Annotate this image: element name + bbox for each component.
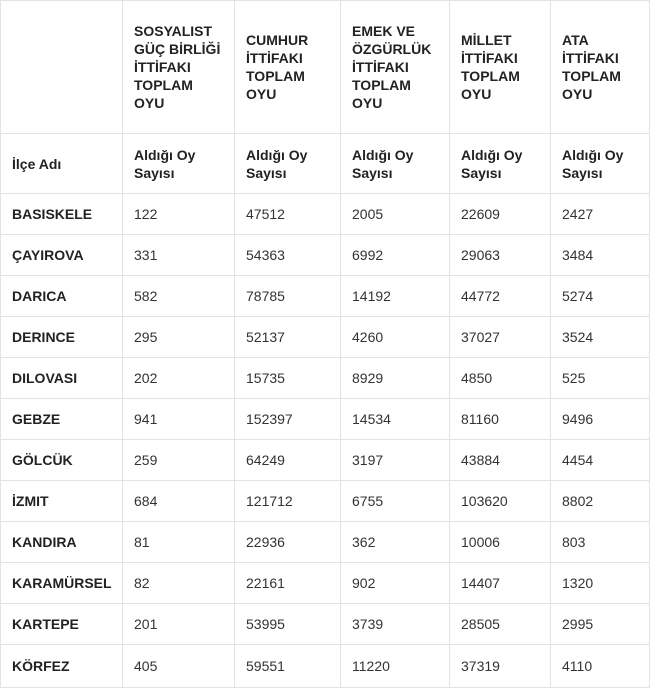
vote-count-cell: 2427 [551,194,650,235]
district-name-cell: BASISKELE [1,194,123,235]
vote-count-cell: 14534 [341,399,450,440]
vote-count-cell: 52137 [235,317,341,358]
vote-count-cell: 82 [123,563,235,604]
district-name-cell: KARAMÜRSEL [1,563,123,604]
vote-count-cell: 14192 [341,276,450,317]
table-row [1,194,650,235]
vote-count-cell: 22609 [450,194,551,235]
party-header-millet: MİLLET İTTİFAKI TOPLAM OYU [450,1,551,134]
vote-count-header: Aldığı Oy Sayısı [235,134,341,194]
vote-count-cell: 582 [123,276,235,317]
vote-count-cell: 37319 [450,645,551,688]
district-column-header: İlçe Adı [1,134,123,194]
vote-count-cell: 2995 [551,604,650,645]
vote-count-cell: 37027 [450,317,551,358]
vote-count-cell: 47512 [235,194,341,235]
vote-count-cell: 81160 [450,399,551,440]
vote-count-cell: 331 [123,235,235,276]
vote-count-cell: 941 [123,399,235,440]
vote-count-cell: 902 [341,563,450,604]
empty-corner-cell [1,1,123,134]
vote-count-cell: 4110 [551,645,650,688]
vote-count-cell: 103620 [450,481,551,522]
table-row [1,645,650,688]
vote-count-cell: 152397 [235,399,341,440]
vote-count-cell: 122 [123,194,235,235]
vote-count-cell: 684 [123,481,235,522]
table-row [1,317,650,358]
vote-count-cell: 14407 [450,563,551,604]
vote-count-header: Aldığı Oy Sayısı [551,134,650,194]
vote-count-header: Aldığı Oy Sayısı [450,134,551,194]
table-head [1,1,650,194]
vote-count-cell: 3197 [341,440,450,481]
vote-count-cell: 10006 [450,522,551,563]
sub-header-row [1,134,650,194]
vote-count-cell: 59551 [235,645,341,688]
vote-count-cell: 9496 [551,399,650,440]
vote-count-cell: 4850 [450,358,551,399]
table-row [1,358,650,399]
vote-count-cell: 4260 [341,317,450,358]
vote-count-cell: 4454 [551,440,650,481]
vote-count-cell: 43884 [450,440,551,481]
party-header-cumhur: CUMHUR İTTİFAKI TOPLAM OYU [235,1,341,134]
vote-count-cell: 64249 [235,440,341,481]
vote-count-cell: 525 [551,358,650,399]
vote-count-cell: 15735 [235,358,341,399]
vote-count-cell: 22936 [235,522,341,563]
vote-count-cell: 259 [123,440,235,481]
vote-count-cell: 362 [341,522,450,563]
district-name-cell: DARICA [1,276,123,317]
vote-count-cell: 44772 [450,276,551,317]
district-name-cell: ÇAYIROVA [1,235,123,276]
table-row [1,481,650,522]
vote-count-cell: 53995 [235,604,341,645]
party-header-sosyalist: SOSYALIST GÜÇ BİRLİĞİ İTTİFAKI TOPLAM OYU [123,1,235,134]
vote-count-cell: 2005 [341,194,450,235]
vote-count-cell: 29063 [450,235,551,276]
district-name-cell: DERINCE [1,317,123,358]
party-header-ata: ATA İTTİFAKI TOPLAM OYU [551,1,650,134]
vote-count-header: Aldığı Oy Sayısı [341,134,450,194]
vote-count-cell: 121712 [235,481,341,522]
vote-count-cell: 295 [123,317,235,358]
vote-count-cell: 3739 [341,604,450,645]
vote-count-cell: 28505 [450,604,551,645]
vote-count-header: Aldığı Oy Sayısı [123,134,235,194]
vote-count-cell: 405 [123,645,235,688]
vote-count-cell: 201 [123,604,235,645]
vote-count-cell: 11220 [341,645,450,688]
table-row [1,522,650,563]
table-row [1,235,650,276]
table-row [1,563,650,604]
table-row [1,276,650,317]
vote-count-cell: 8802 [551,481,650,522]
district-name-cell: GÖLCÜK [1,440,123,481]
table-row [1,604,650,645]
vote-count-cell: 54363 [235,235,341,276]
vote-count-cell: 81 [123,522,235,563]
vote-count-cell: 5274 [551,276,650,317]
table-row [1,440,650,481]
vote-count-cell: 3524 [551,317,650,358]
district-name-cell: İZMIT [1,481,123,522]
vote-count-cell: 1320 [551,563,650,604]
district-name-cell: KANDIRA [1,522,123,563]
vote-count-cell: 6992 [341,235,450,276]
district-name-cell: KARTEPE [1,604,123,645]
vote-count-cell: 22161 [235,563,341,604]
district-name-cell: KÖRFEZ [1,645,123,688]
district-name-cell: DILOVASI [1,358,123,399]
party-header-emek: EMEK VE ÖZGÜRLÜK İTTİFAKI TOPLAM OYU [341,1,450,134]
vote-count-cell: 803 [551,522,650,563]
table-body [1,194,650,688]
vote-count-cell: 3484 [551,235,650,276]
district-name-cell: GEBZE [1,399,123,440]
table-row [1,399,650,440]
vote-count-cell: 78785 [235,276,341,317]
party-header-row [1,1,650,134]
vote-count-cell: 8929 [341,358,450,399]
vote-count-cell: 202 [123,358,235,399]
vote-count-cell: 6755 [341,481,450,522]
